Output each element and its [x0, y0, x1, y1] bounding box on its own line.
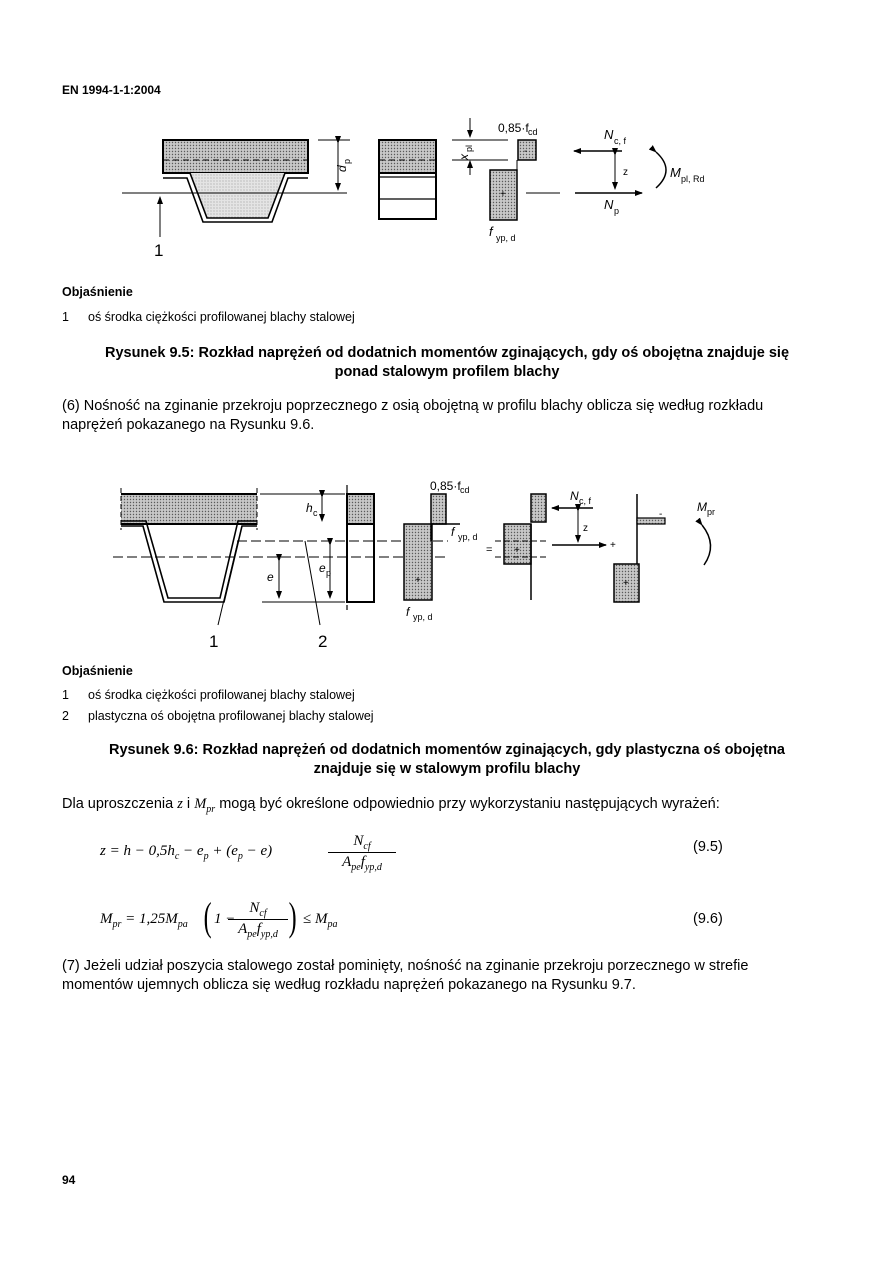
- key-2: 2: [318, 632, 328, 651]
- svg-text:pl, Rd: pl, Rd: [681, 174, 705, 184]
- z-label: z: [623, 167, 628, 178]
- mpr-label: M: [697, 500, 707, 514]
- simplification-text: Dla uproszczenia z i $M_{pr}$ mogą być określone odpowiednio przy wykorzystaniu następujących wyrażeń:: [62, 796, 720, 815]
- svg-text:+: +: [415, 575, 421, 586]
- paragraph-6: (6) Nośność na zginanie przekroju poprzecznego z osią obojętną w profilu blachy oblicza się według rozkładu naprężeń pokazanego na Rysunku 9.6.: [62, 398, 764, 433]
- key-1: 1: [154, 241, 164, 260]
- fcd-label: 0,85·f: [430, 479, 461, 493]
- svg-text:p: p: [342, 158, 352, 164]
- equation-number-9-6: (9.6): [693, 911, 723, 927]
- z-label: z: [583, 523, 588, 534]
- svg-text:pl: pl: [464, 144, 474, 152]
- svg-text:+: +: [610, 540, 616, 551]
- figure-9-5: [0, 110, 893, 270]
- equals-sign: =: [486, 544, 493, 556]
- svg-text:yp, d: yp, d: [413, 612, 433, 622]
- ncf-label: N: [570, 489, 579, 503]
- fyp-label: f: [489, 224, 493, 239]
- svg-text:yp, d: yp, d: [496, 233, 516, 243]
- e-label: e: [267, 570, 274, 584]
- steel-profile: [163, 173, 308, 218]
- svg-text:+: +: [514, 545, 520, 556]
- hc-label: h: [306, 501, 313, 515]
- svg-text:c, f: c, f: [614, 136, 627, 146]
- svg-text:-: -: [524, 146, 528, 157]
- equation-9-5: $z = h - 0,5h_c - e_p + (e_p - e)$ $N_{cf}$ $A_{pe}f_{yp,d}$: [100, 833, 460, 873]
- svg-text:cd: cd: [528, 127, 538, 137]
- svg-text:-: -: [659, 509, 663, 520]
- ep-label: e: [319, 561, 326, 575]
- ncf-label: N: [604, 127, 614, 142]
- svg-text:pr: pr: [707, 507, 716, 517]
- svg-text:c, f: c, f: [579, 496, 592, 506]
- legend-title-9-6: Objaśnienie: [62, 664, 133, 678]
- np-label: N: [604, 197, 614, 212]
- document-header: EN 1994-1-1:2004: [62, 83, 161, 97]
- svg-text:+: +: [623, 578, 629, 589]
- dp-label: d: [335, 165, 349, 172]
- figure-9-6: [0, 475, 893, 655]
- legend-item: 2 plastyczna oś obojętna profilowanej blachy stalowej: [62, 709, 374, 723]
- fyp-top-label: f: [451, 525, 455, 539]
- concrete-slab: [163, 140, 308, 173]
- svg-text:p: p: [614, 206, 620, 216]
- equation-number-9-5: (9.5): [693, 839, 723, 855]
- xpl-label: x: [457, 154, 471, 160]
- svg-text:p: p: [326, 568, 332, 578]
- key-1: 1: [209, 632, 219, 651]
- svg-text:+: +: [500, 189, 506, 200]
- legend-item: 1 oś środka ciężkości profilowanej blachy stalowej: [62, 688, 355, 702]
- page-number: 94: [62, 1173, 76, 1187]
- equation-9-6: $M_{pr} = 1,25M_{pa}$ ( 1 − $N_{cf}$ $A_{pe}f_{yp,d}$ ) ≤ $M_{pa}$: [100, 894, 338, 940]
- legend-title-9-5: Objaśnienie: [62, 285, 133, 299]
- figure-caption-9-5: Rysunek 9.5: Rozkład naprężeń od dodatnich momentów zginających, gdy oś obojętna znajduje się ponad stalowym profilem blachy: [104, 345, 790, 380]
- svg-text:yp, d: yp, d: [458, 532, 478, 542]
- mplrd-label: M: [670, 165, 681, 180]
- figure-caption-9-6: Rysunek 9.6: Rozkład naprężeń od dodatnich momentów zginających, gdy plastyczna oś obojętna znajduje się w stalowym profilu blachy: [109, 742, 785, 777]
- paragraph-7: (7) Jeżeli udział poszycia stalowego został pominięty, nośność na zginanie przekroju porzecznego w strefie momentów ujemnych oblicza się według rozkładu naprężeń pokazanego na Rysunku 9.7.: [62, 958, 749, 993]
- fyp-bottom-label: f: [406, 605, 410, 619]
- svg-text:cd: cd: [460, 485, 470, 495]
- fcd-label: 0,85·f: [498, 121, 529, 135]
- legend-item: 1 oś środka ciężkości profilowanej blachy stalowej: [62, 310, 355, 324]
- svg-text:c: c: [313, 508, 318, 518]
